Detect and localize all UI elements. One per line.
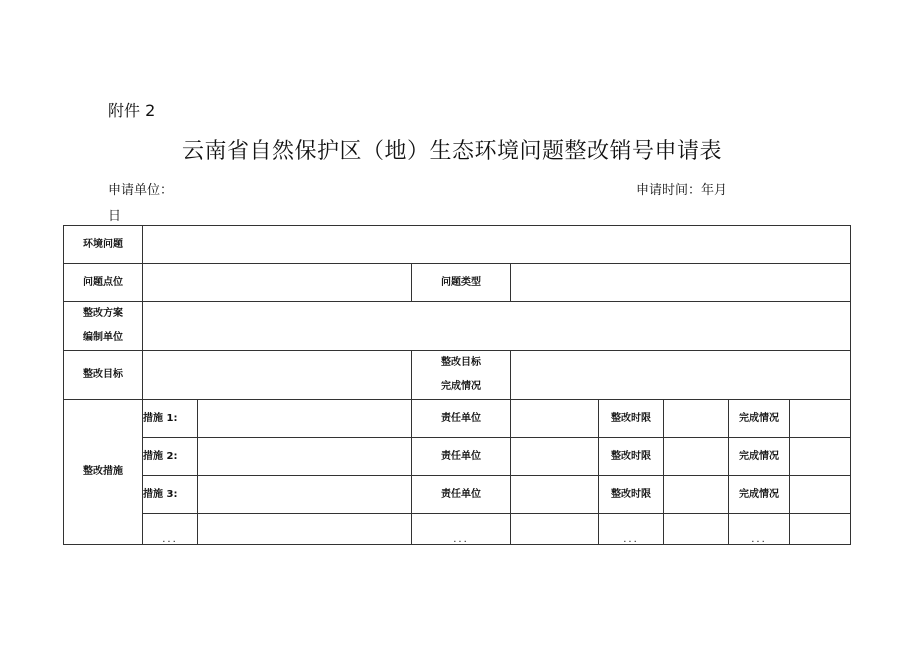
measure-3-deadline-label: 整改时限 (599, 476, 664, 514)
measure-row-3 (64, 476, 851, 514)
measure-2-status-label: 完成情况 (729, 438, 790, 476)
form-title: 云南省自然保护区（地）生态环境问题整改销号申请表 (182, 139, 723, 164)
measure-1-responsible-value[interactable] (511, 400, 599, 438)
measure-3-responsible-value[interactable] (511, 476, 599, 514)
measure-more-value[interactable] (198, 514, 412, 545)
measure-more-status-value[interactable] (790, 514, 851, 545)
measure-3-status-value[interactable] (790, 476, 851, 514)
measure-more-label-ellipsis: ... (143, 514, 198, 545)
measure-3-value[interactable] (198, 476, 412, 514)
goal-status-label-line1: 整改目标 (441, 357, 481, 368)
measure-1-deadline-value[interactable] (664, 400, 729, 438)
measure-3-deadline-value[interactable] (664, 476, 729, 514)
measure-1-value[interactable] (198, 400, 412, 438)
measure-row-2 (64, 438, 851, 476)
measure-3-label: 措施 3: (143, 476, 198, 514)
measure-3-status-label: 完成情况 (729, 476, 790, 514)
plan-unit-label-line1: 整改方案 (83, 308, 123, 319)
measure-more-deadline-value[interactable] (664, 514, 729, 545)
plan-unit-label (64, 302, 143, 351)
apply-time-day: 日 (108, 209, 122, 224)
goal-status-label (412, 351, 511, 400)
measures-label: 整改措施 (64, 400, 143, 545)
issue-location-label: 问题点位 (64, 264, 143, 302)
attachment-label: 附件 2 (108, 101, 156, 120)
measure-2-responsible-value[interactable] (511, 438, 599, 476)
issue-type-label: 问题类型 (412, 264, 511, 302)
measure-2-deadline-value[interactable] (664, 438, 729, 476)
row-plan-unit (64, 302, 851, 351)
apply-time-label: 申请时间：年月 (636, 183, 728, 198)
application-form-table (63, 225, 851, 545)
measure-1-deadline-label: 整改时限 (599, 400, 664, 438)
issue-type-value[interactable] (511, 264, 851, 302)
applicant-unit-label: 申请单位： (108, 183, 174, 198)
measure-more-responsible-ellipsis: ... (412, 514, 511, 545)
issue-location-value[interactable] (143, 264, 412, 302)
measure-row-1 (64, 400, 851, 438)
env-issue-label: 环境问题 (64, 226, 143, 264)
measure-1-status-label: 完成情况 (729, 400, 790, 438)
measure-more-responsible-value[interactable] (511, 514, 599, 545)
measure-more-deadline-ellipsis: ... (599, 514, 664, 545)
row-location-type (64, 264, 851, 302)
env-issue-value[interactable] (143, 226, 851, 264)
goal-status-label-line2: 完成情况 (441, 381, 481, 392)
measure-1-label: 措施 1: (143, 400, 198, 438)
rectify-goal-value[interactable] (143, 351, 412, 400)
measure-row-more (64, 514, 851, 545)
measure-2-value[interactable] (198, 438, 412, 476)
measure-2-status-value[interactable] (790, 438, 851, 476)
row-env-issue (64, 226, 851, 264)
rectify-goal-label: 整改目标 (64, 351, 143, 400)
measure-1-responsible-label: 责任单位 (412, 400, 511, 438)
measure-more-status-ellipsis: ... (729, 514, 790, 545)
row-goal (64, 351, 851, 400)
goal-status-value[interactable] (511, 351, 851, 400)
plan-unit-value[interactable] (143, 302, 851, 351)
measure-1-status-value[interactable] (790, 400, 851, 438)
measure-2-responsible-label: 责任单位 (412, 438, 511, 476)
measure-3-responsible-label: 责任单位 (412, 476, 511, 514)
measure-2-deadline-label: 整改时限 (599, 438, 664, 476)
plan-unit-label-line2: 编制单位 (83, 332, 123, 343)
measure-2-label: 措施 2: (143, 438, 198, 476)
